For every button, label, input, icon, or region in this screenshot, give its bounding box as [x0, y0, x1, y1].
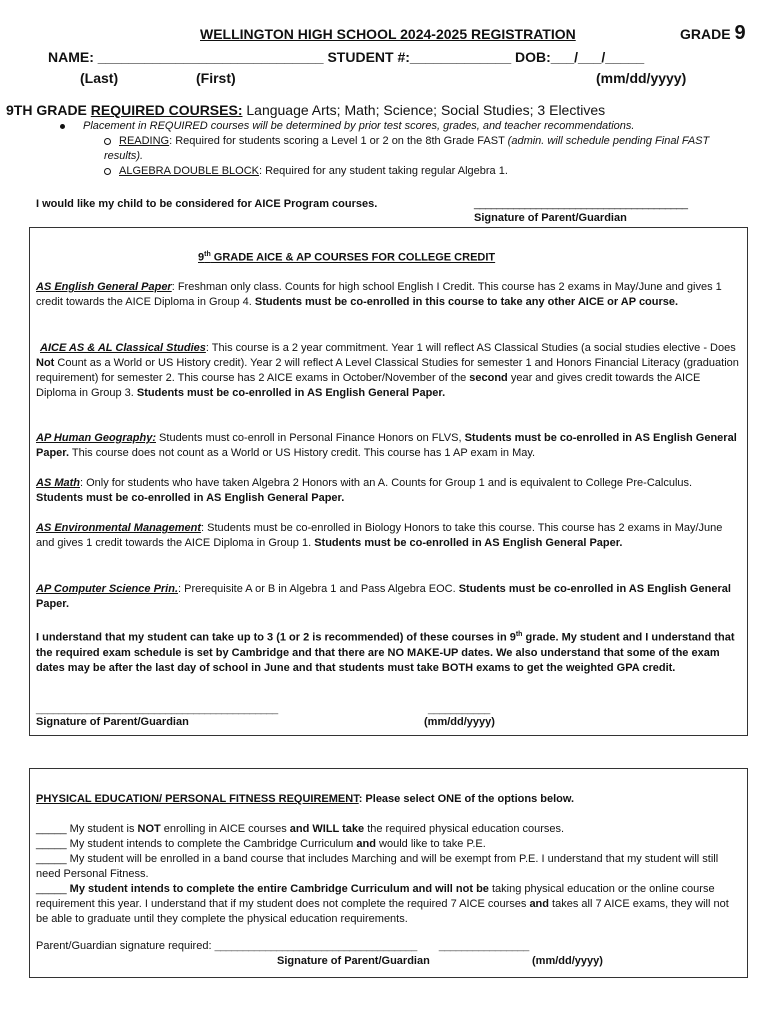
algebra-item — [104, 164, 744, 179]
course-requirement: Students must be co-enrolled in AS English General Paper. — [36, 583, 731, 610]
aice-request-text: I would like my child to be considered for AICE Program courses. — [36, 198, 378, 210]
aice-signature-label: Signature of Parent/Guardian — [474, 212, 627, 224]
pe-title-text: PHYSICAL EDUCATION/ PERSONAL FITNESS REQUIREMENT — [36, 793, 359, 805]
course-environmental — [36, 521, 742, 551]
last-label: (Last) — [80, 70, 119, 86]
course-desc: : Only for students who have taken Algebra 2 Honors with an A. Counts for Group 1 and is equivalent to College Pre-Calculus. — [80, 477, 693, 489]
placement-text: Placement in REQUIRED courses will be determined by prior test scores, grades, and teacher recommendations. — [83, 120, 635, 132]
pe-option-text: the required physical education courses. — [364, 823, 565, 835]
credit-title-sup: th — [204, 251, 211, 258]
required-courses-line — [6, 102, 605, 118]
course-name: AS Math — [36, 477, 80, 489]
pe-option-not: NOT — [137, 823, 161, 835]
pe-option-bold: My student intends to complete the entire Cambridge Curriculum and will not be — [66, 883, 489, 895]
understand-sup: th — [515, 631, 523, 638]
course-requirement: Students must be co-enrolled in AS English General Paper. — [36, 432, 737, 459]
pe-option-bold: and — [356, 838, 376, 850]
pe-option-1[interactable] — [36, 822, 742, 837]
course-desc: : This course is a 2 year commitment. Year 1 will reflect AS Classical Studies (a social studies elective - Does — [205, 342, 736, 354]
pe-signature-label: Signature of Parent/Guardian — [277, 955, 430, 967]
required-list: Language Arts; Math; Science; Social Studies; 3 Electives — [242, 102, 606, 118]
required-label: REQUIRED COURSES: — [90, 102, 243, 118]
course-name: AP Human Geography: — [36, 432, 156, 444]
form-title: WELLINGTON HIGH SCHOOL 2024-2025 REGISTRATION — [200, 26, 576, 42]
pe-title — [36, 793, 574, 805]
course-ap-geography — [36, 431, 742, 461]
name-row[interactable]: NAME: _____________________________ STUDENT #:_____________ DOB:___/___/_____ — [48, 49, 645, 65]
course-name: AS English General Paper — [36, 281, 172, 293]
course-desc: : Prerequisite A or B in Algebra 1 and Pass Algebra EOC. — [178, 583, 459, 595]
course-as-math — [36, 476, 742, 506]
course-name: AS Environmental Management — [36, 522, 202, 534]
pe-option-blank[interactable]: _____ — [36, 883, 67, 895]
aice-signature-line[interactable]: ______________________________________ — [474, 198, 688, 210]
pe-signature-line[interactable]: ____________________________________ — [214, 940, 417, 952]
course-requirement: Students must be co-enrolled in AS English General Paper. — [136, 387, 446, 399]
pe-option-text: My student is — [66, 823, 138, 835]
pe-option-bold: and WILL take — [289, 823, 365, 835]
pe-option-blank[interactable]: _____ — [36, 838, 67, 850]
credit-signature-label: Signature of Parent/Guardian — [36, 716, 189, 728]
pe-option-text: enrolling in AICE courses — [160, 823, 290, 835]
pe-title-rest: : Please select ONE of the options below. — [358, 793, 575, 805]
course-requirement: Students must be co-enrolled in AS English General Paper. — [314, 537, 623, 549]
pe-option-blank[interactable]: _____ — [36, 853, 67, 865]
pe-option-text: taking physical education or the online course requirement this year. I understand that if my student does not complete the required 7 AICE courses — [36, 883, 715, 910]
pe-option-4[interactable] — [36, 882, 742, 927]
course-requirement: Students must be co-enrolled in this course to take any other AICE or AP course. — [254, 296, 679, 308]
algebra-text: : Required for any student taking regular Algebra 1. — [259, 165, 508, 177]
course-name: AICE AS & AL Classical Studies — [40, 342, 206, 354]
grade-number: 9 — [734, 22, 746, 44]
course-second: second — [469, 372, 508, 384]
first-label: (First) — [196, 70, 236, 86]
dob-format-label: (mm/dd/yyyy) — [596, 70, 687, 86]
placement-bullet — [60, 120, 634, 132]
credit-title-num: 9 — [198, 251, 205, 264]
course-desc: Count as a World or US History credit). Year 2 will reflect A Level Classical Studies for semester 1 and Honors Financial Literacy (graduation requirement) for semester 2. This course has 2 AICE exams in October/November of the — [36, 357, 739, 384]
reading-note: (admin. will schedule pending Final FAST results). — [104, 135, 710, 162]
course-desc: year and gives credit towards the AICE Diploma in Group 3. — [36, 372, 701, 399]
course-requirement: Students must be co-enrolled in AS English General Paper. — [36, 492, 345, 504]
pe-signature-row[interactable] — [36, 940, 529, 952]
reading-label: READING — [119, 135, 170, 147]
algebra-label: ALGEBRA DOUBLE BLOCK — [119, 165, 259, 177]
pe-option-text: My student will be enrolled in a band course that includes Marching and will be exempt from P.E. I understand that my student will still need Personal Fitness. — [36, 853, 719, 880]
credit-title-text: GRADE AICE & AP COURSES FOR COLLEGE CREDIT — [210, 251, 496, 264]
grade-text: GRADE — [680, 26, 731, 42]
pe-option-blank[interactable]: _____ — [36, 823, 67, 835]
course-desc: This course does not count as a World or US History credit. This course has 1 AP exam in May. — [69, 447, 536, 459]
required-lead: 9TH GRADE — [6, 102, 91, 118]
course-not: Not — [36, 357, 55, 369]
pe-signature-prompt: Parent/Guardian signature required: — [36, 940, 215, 952]
course-as-english — [36, 280, 742, 310]
reading-text: : Required for students scoring a Level 1 or 2 on the 8th Grade FAST — [169, 135, 508, 147]
pe-date-label: (mm/dd/yyyy) — [532, 955, 603, 967]
grade-label — [680, 22, 746, 45]
pe-date-line[interactable]: ________________ — [438, 940, 529, 952]
ring-bullet-icon — [104, 168, 111, 175]
credit-box-title — [198, 251, 495, 264]
course-desc: : Freshman only class. Counts for high school English I Credit. This course has 2 exams in May/June and gives 1 credit towards the AICE Diploma in Group 4. — [36, 281, 722, 308]
course-classical-studies — [36, 341, 742, 401]
course-ap-cs — [36, 582, 742, 612]
course-name: AP Computer Science Prin. — [36, 583, 179, 595]
pe-option-text: would like to take P.E. — [375, 838, 486, 850]
pe-option-3[interactable] — [36, 852, 742, 882]
pe-option-2[interactable] — [36, 837, 742, 852]
bullet-icon — [60, 124, 65, 129]
course-desc: : Students must be co-enrolled in Biology Honors to take this course. This course has 2 exams in May/June and gives 1 credit towards the AICE Diploma in Group 1. — [36, 522, 723, 549]
credit-signature-line[interactable]: ___________________________________________ — [36, 703, 278, 715]
course-desc: Students must co-enroll in Personal Finance Honors on FLVS, — [156, 432, 465, 444]
reading-item — [104, 134, 744, 164]
understand-text: grade. My student and I understand that the required exam schedule is set by Cambridge and that there are NO MAKE-UP dates. We also understand that some of the exam dates may be after the last day of school in June and that students must take BOTH exams to get the weighted GPA credit. — [36, 631, 735, 674]
credit-date-label: (mm/dd/yyyy) — [424, 716, 495, 728]
pe-option-bold: and — [529, 898, 549, 910]
understand-text: I understand that my student can take up to 3 (1 or 2 is recommended) of these courses in 9 — [36, 631, 516, 644]
pe-option-text: My student intends to complete the Cambridge Curriculum — [66, 838, 357, 850]
ring-bullet-icon — [104, 138, 111, 145]
understand-statement — [36, 627, 742, 676]
pe-option-text: takes all 7 AICE exams, they will not be able to graduate until they complete the physical education requirements. — [36, 898, 729, 925]
credit-date-line[interactable]: ___________ — [428, 703, 490, 715]
